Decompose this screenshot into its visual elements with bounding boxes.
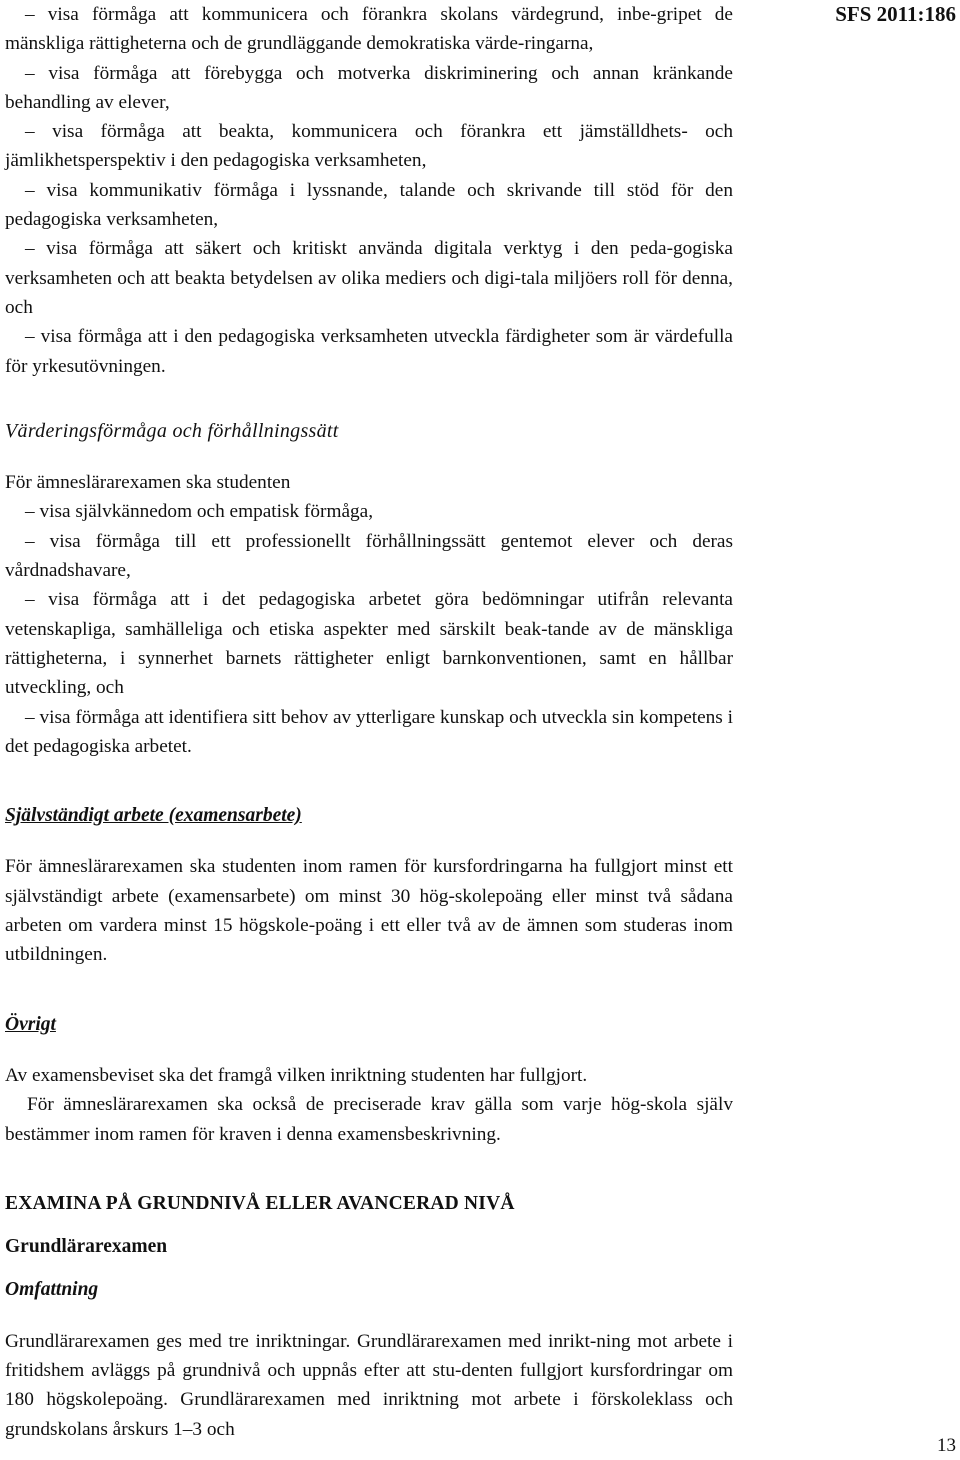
paragraph: För ämneslärarexamen ska studenten inom ramen för kursfordringarna ha fullgjort minst ett självständigt arbete (examensarbete) om minst 30 hög-skolepoäng eller minst två sådana arbeten om vardera minst 15 högskole-poäng i ett eller två av de ämnen som studeras inom utbildningen. bbox=[5, 856, 733, 966]
spacer bbox=[5, 970, 733, 1010]
section-heading-independent-work: Självständigt arbete (examensarbete) bbox=[5, 805, 302, 827]
subheading-scope: Omfattning bbox=[5, 1279, 99, 1301]
list-item: – visa förmåga att beakta, kommunicera och förankra ett jämställdhets- och jämlikhetsperspektiv i den pedagogiska verksamheten, bbox=[5, 121, 733, 172]
section-heading-degrees: EXAMINA PÅ GRUNDNIVÅ ELLER AVANCERAD NIVÅ bbox=[5, 1192, 515, 1214]
list-item: – visa kommunikativ förmåga i lyssnande, talande och skrivande till stöd för den pedagogiska verksamheten, bbox=[5, 179, 733, 231]
list-item: – visa förmåga till ett professionellt förhållningssätt gentemot elever och deras vårdnadshavare, bbox=[5, 530, 733, 582]
spacer bbox=[5, 381, 733, 417]
paragraph: Av examensbeviset ska det framgå vilken inriktning studenten har fullgjort. bbox=[5, 1064, 588, 1086]
spacer bbox=[5, 830, 733, 852]
spacer bbox=[5, 1218, 733, 1232]
section-heading-other: Övrigt bbox=[5, 1013, 56, 1035]
page-number: 13 bbox=[937, 1435, 956, 1456]
list-item: – visa förmåga att förebygga och motverka diskriminering och annan kränkande behandling av elever, bbox=[5, 62, 733, 113]
spacer bbox=[5, 1149, 733, 1189]
list-item: – visa förmåga att identifiera sitt behov av ytterligare kunskap och utveckla sin kompetens i det pedagogiska arbetet. bbox=[5, 706, 733, 757]
subheading-grundlararexamen: Grundlärarexamen bbox=[5, 1236, 168, 1258]
spacer bbox=[5, 1261, 733, 1275]
section-lead: För ämneslärarexamen ska studenten bbox=[5, 472, 291, 494]
spacer bbox=[5, 1039, 733, 1061]
paragraph: För ämneslärarexamen ska också de preciserade krav gälla som varje hög-skola själv bestämmer inom ramen för kraven i denna examensbeskrivning. bbox=[5, 1094, 733, 1145]
list-item: – visa förmåga att säkert och kritiskt använda digitala verktyg i den peda-gogiska verksamheten och att beakta betydelsen av olika mediers och digi-tala miljöers roll för denna, och bbox=[5, 238, 733, 318]
list-item: – visa förmåga att kommunicera och förankra skolans värdegrund, inbe-gripet de mänskliga rättigheterna och de grundläggande demokratiska värde-ringarna, bbox=[5, 4, 733, 55]
paragraph: Grundlärarexamen ges med tre inriktningar. Grundlärarexamen med inrikt-ning mot arbete i fritidshem avläggs på grundnivå och uppnås efter att stu-denten fullgjort kursfordringar om 180 högskolepoäng. Grundlärarexamen med inriktning mot arbete i förskoleklass och grundskolans årskurs 1–3 och bbox=[5, 1330, 733, 1440]
list-item: – visa förmåga att i den pedagogiska verksamheten utveckla färdigheter som är värdefulla för yrkesutövningen. bbox=[5, 326, 733, 377]
list-item: – visa förmåga att i det pedagogiska arbetet göra bedömningar utifrån relevanta vetenskapliga, samhälleliga och etiska aspekter med särskilt beak-tande av de mänskliga rättigheterna, i synnerhet barnets rättigheter enligt barnkonventionen, samt en hållbar utveckling, och bbox=[5, 589, 733, 699]
sfs-reference: SFS 2011:186 bbox=[835, 2, 956, 26]
list-item: – visa självkännedom och empatisk förmåga, bbox=[25, 501, 374, 523]
document-body bbox=[5, 0, 733, 1444]
spacer bbox=[5, 761, 733, 801]
spacer bbox=[5, 1305, 733, 1327]
section-heading-values: Värderingsförmåga och förhållningssätt bbox=[5, 419, 339, 442]
spacer bbox=[5, 446, 733, 468]
